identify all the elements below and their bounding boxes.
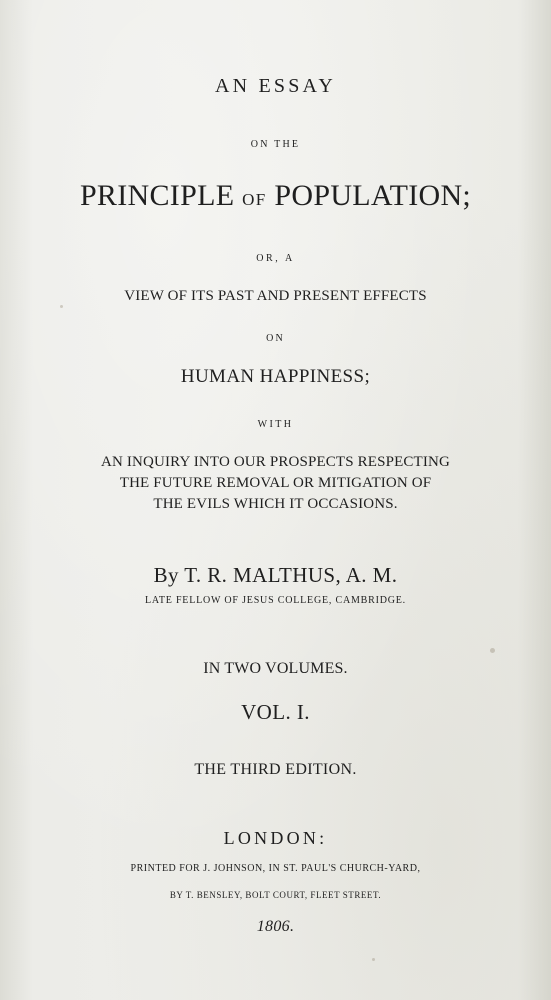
or-a-line: OR, A (256, 253, 295, 264)
author-line: By T. R. MALTHUS, A. M. (153, 563, 398, 587)
printer-line-2: BY T. BENSLEY, BOLT COURT, FLEET STREET. (169, 890, 382, 900)
author-note-line: LATE FELLOW OF JESUS COLLEGE, CAMBRIDGE. (145, 595, 406, 606)
main-title-of: OF (242, 190, 267, 209)
main-title (0, 181, 551, 211)
with-line: WITH (257, 419, 294, 430)
view-line: VIEW OF ITS PAST AND PRESENT EFFECTS (124, 288, 427, 304)
main-title-population: POPULATION; (274, 179, 472, 212)
foxing-spot (372, 958, 375, 961)
printer-line-1: PRINTED FOR J. JOHNSON, IN ST. PAUL'S CHURCH-YARD, (130, 863, 421, 874)
main-title-principle: PRINCIPLE (79, 179, 235, 212)
inquiry-line-1: AN INQUIRY INTO OUR PROSPECTS RESPECTING (101, 454, 450, 470)
year-line: 1806. (256, 918, 295, 935)
volumes-line: IN TWO VOLUMES. (203, 660, 348, 677)
inquiry-line-3: THE EVILS WHICH IT OCCASIONS. (153, 496, 398, 512)
foxing-spot (490, 648, 495, 653)
foxing-spot (60, 305, 63, 308)
volume-number-line: VOL. I. (241, 700, 310, 724)
on-line: ON (266, 333, 285, 344)
title-line-an-essay: AN ESSAY (214, 75, 336, 97)
human-happiness-line: HUMAN HAPPINESS; (180, 366, 371, 387)
edition-line: THE THIRD EDITION. (194, 761, 357, 778)
inquiry-line-2: THE FUTURE REMOVAL OR MITIGATION OF (119, 475, 432, 491)
on-the-line: ON THE (250, 139, 301, 150)
city-line: LONDON: (223, 828, 328, 848)
